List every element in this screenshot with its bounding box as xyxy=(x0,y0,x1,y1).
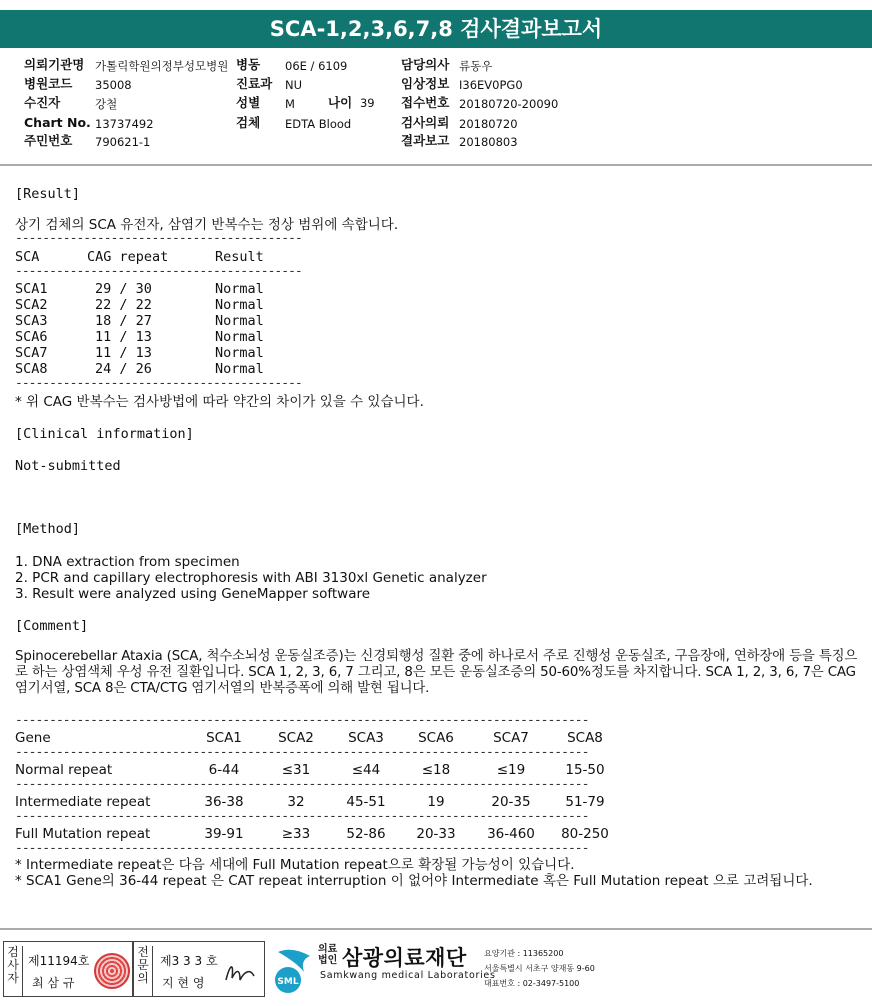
age-field xyxy=(328,96,375,110)
header-label: 결과보고 xyxy=(401,133,450,148)
header-value: M xyxy=(285,97,295,111)
org-name: 삼광의료재단 xyxy=(342,946,467,970)
result-sca: SCA7 xyxy=(15,345,48,361)
header-label: 주민번호 xyxy=(24,133,73,148)
result-repeat: 11 / 13 xyxy=(95,345,152,361)
age-value: 39 xyxy=(359,96,375,110)
examiner-box xyxy=(3,941,133,997)
gene-table-cell: 39-91 xyxy=(204,826,244,842)
reviewer-signature-icon xyxy=(222,958,258,986)
result-col-result: Result xyxy=(215,249,264,265)
header-label: 담당의사 xyxy=(401,57,450,72)
gene-table-cell: SCA6 xyxy=(418,730,454,746)
header-label: 검체 xyxy=(236,115,261,130)
header-label: 검사의뢰 xyxy=(401,115,450,130)
method-item: 1. DNA extraction from specimen xyxy=(15,554,240,570)
gene-table-cell: ≤19 xyxy=(496,762,526,778)
org-english: Samkwang medical Laboratories xyxy=(320,970,496,981)
header-label: 진료과 xyxy=(236,76,273,91)
gene-table-row xyxy=(15,794,615,810)
method-item: 2. PCR and capillary electrophoresis with ABI 3130xl Genetic analyzer xyxy=(15,570,487,586)
header-value: 13737492 xyxy=(95,117,154,131)
header-label: 병원코드 xyxy=(24,76,73,91)
header-value: 강철 xyxy=(95,97,118,111)
gene-table-cell: ≤18 xyxy=(421,762,451,778)
comment-heading: [Comment] xyxy=(15,618,89,634)
header-label: 성별 xyxy=(236,95,261,110)
gene-table-cell: 45-51 xyxy=(346,794,386,810)
header-value: 06E / 6109 xyxy=(285,59,348,73)
result-status: Normal xyxy=(215,361,264,377)
header-label: Chart No. xyxy=(24,115,91,130)
clinical-heading: [Clinical information] xyxy=(15,426,194,442)
signature-footer xyxy=(0,936,872,1006)
gene-table-cell: 20-35 xyxy=(491,794,531,810)
header-value: 20180720-20090 xyxy=(459,97,559,111)
gene-table-cell: 20-33 xyxy=(416,826,456,842)
header-label: 수진자 xyxy=(24,95,61,110)
header-label: 병동 xyxy=(236,57,261,72)
gene-table-cell: 36-460 xyxy=(487,826,535,842)
comment-note: * Intermediate repeat은 다음 세대에 Full Mutation repeat으로 확장될 가능성이 있습니다. xyxy=(15,857,575,873)
header-label: 임상정보 xyxy=(401,76,450,91)
result-status: Normal xyxy=(215,345,264,361)
gene-table-cell: SCA3 xyxy=(348,730,384,746)
gene-table-cell: Gene xyxy=(15,730,51,746)
examiner-name: 최 삼 규 xyxy=(32,976,75,990)
org-prefix: 의료법인 xyxy=(318,944,338,966)
comment-note: * SCA1 Gene의 36-44 repeat 은 CAT repeat interruption 이 없어야 Intermediate 혹은 Full Mutation repeat 으로 고려됩니다. xyxy=(15,873,813,889)
result-summary: 상기 검체의 SCA 유전자, 삼염기 반복수는 정상 범위에 속합니다. xyxy=(15,217,399,233)
gene-table-cell: 19 xyxy=(427,794,445,810)
header-value: NU xyxy=(285,78,303,92)
gene-table-cell: Normal repeat xyxy=(15,762,113,778)
result-sca: SCA2 xyxy=(15,297,48,313)
header-value: 가톨릭학원의정부성모병원 xyxy=(95,59,229,73)
reviewer-box xyxy=(133,941,265,997)
gene-table-row xyxy=(15,826,615,842)
sml-logo-icon xyxy=(270,946,310,994)
header-value: EDTA Blood xyxy=(285,117,352,131)
result-sca: SCA6 xyxy=(15,329,48,345)
org-info xyxy=(484,946,595,991)
org-info-line: 대표번호 : 02-3497-5100 xyxy=(484,979,580,988)
result-sca: SCA3 xyxy=(15,313,48,329)
gene-table-cell: 15-50 xyxy=(565,762,605,778)
comment-paragraph: Spinocerebellar Ataxia (SCA, 척수소뇌성 운동실조증)는 신경퇴행성 질환 중에 하나로서 주로 진행성 운동실조, 구음장애, 연하장애 등을 특징으로 하는 상염색체 우성 유전 질환입니다. SCA 1, 2, 3, 6, 7 그리고, 8은 모든 운동실조증의 50-60%정도를 차지합니다. SCA 1, 2, 3, 6, 7은 CAG 염기서열, SCA 8은 CTA/CTG 염기서열의 반복증폭에 의해 발현 됩니다. xyxy=(15,649,858,696)
gene-table-cell: SCA2 xyxy=(278,730,314,746)
result-status: Normal xyxy=(215,297,264,313)
age-label: 나이 xyxy=(328,95,353,110)
gene-table-cell: SCA7 xyxy=(493,730,529,746)
header-value: 20180720 xyxy=(459,117,518,131)
examiner-seal-icon xyxy=(94,953,130,989)
header-label: 의뢰기관명 xyxy=(24,57,85,72)
result-status: Normal xyxy=(215,329,264,345)
header-value: I36EV0PG0 xyxy=(459,78,523,92)
result-sca: SCA1 xyxy=(15,281,48,297)
gene-table-cell: ≥33 xyxy=(281,826,311,842)
gene-table-row xyxy=(15,762,615,778)
method-item: 3. Result were analyzed using GeneMapper software xyxy=(15,586,371,602)
gene-table-cell: Full Mutation repeat xyxy=(15,826,151,842)
result-repeat: 11 / 13 xyxy=(95,329,152,345)
header-value: 20180803 xyxy=(459,135,518,149)
examiner-label: 검사자 xyxy=(4,946,23,996)
result-table-header: SCA xyxy=(15,249,40,265)
gene-table-cell: Intermediate repeat xyxy=(15,794,151,810)
result-repeat: 24 / 26 xyxy=(95,361,152,377)
gene-table-header xyxy=(15,730,615,746)
org-info-line: 요양기관 : 11365200 xyxy=(484,949,564,958)
report-title: SCA-1,2,3,6,7,8 검사결과보고서 xyxy=(0,10,872,48)
gene-table-cell: 6-44 xyxy=(208,762,240,778)
header-label: 접수번호 xyxy=(401,95,450,110)
gene-table-cell: 36-38 xyxy=(204,794,244,810)
result-col-cag: CAG repeat xyxy=(87,249,169,265)
result-note: * 위 CAG 반복수는 검사방법에 따라 약간의 차이가 있을 수 있습니다. xyxy=(15,394,424,410)
result-repeat: 18 / 27 xyxy=(95,313,152,329)
gene-table-cell: ≤31 xyxy=(281,762,311,778)
gene-table-cell: 51-79 xyxy=(565,794,605,810)
gene-table-cell: 80-250 xyxy=(561,826,609,842)
result-heading: [Result] xyxy=(15,186,81,202)
reviewer-license: 제3 3 3 호 xyxy=(160,954,218,968)
sml-logo-text: SML xyxy=(277,977,299,987)
method-heading: [Method] xyxy=(15,521,81,537)
result-repeat: 29 / 30 xyxy=(95,281,152,297)
examiner-license: 제11194호 xyxy=(28,954,90,968)
gene-table-cell: 52-86 xyxy=(346,826,386,842)
result-status: Normal xyxy=(215,313,264,329)
gene-table-cell: SCA1 xyxy=(206,730,242,746)
result-repeat: 22 / 22 xyxy=(95,297,152,313)
org-info-line: 서울특별시 서초구 양재동 9-60 xyxy=(484,964,595,973)
header-value: 35008 xyxy=(95,78,132,92)
reviewer-label: 전문의 xyxy=(134,946,153,996)
result-status: Normal xyxy=(215,281,264,297)
gene-table-cell: ≤44 xyxy=(351,762,381,778)
gene-table-cell: SCA8 xyxy=(567,730,603,746)
reviewer-name: 지 현 영 xyxy=(162,976,205,990)
header-value: 790621-1 xyxy=(95,135,151,149)
gene-table-cell: 32 xyxy=(287,794,305,810)
result-sca: SCA8 xyxy=(15,361,48,377)
clinical-text: Not-submitted xyxy=(15,458,121,474)
header-value: 류동우 xyxy=(459,59,493,73)
